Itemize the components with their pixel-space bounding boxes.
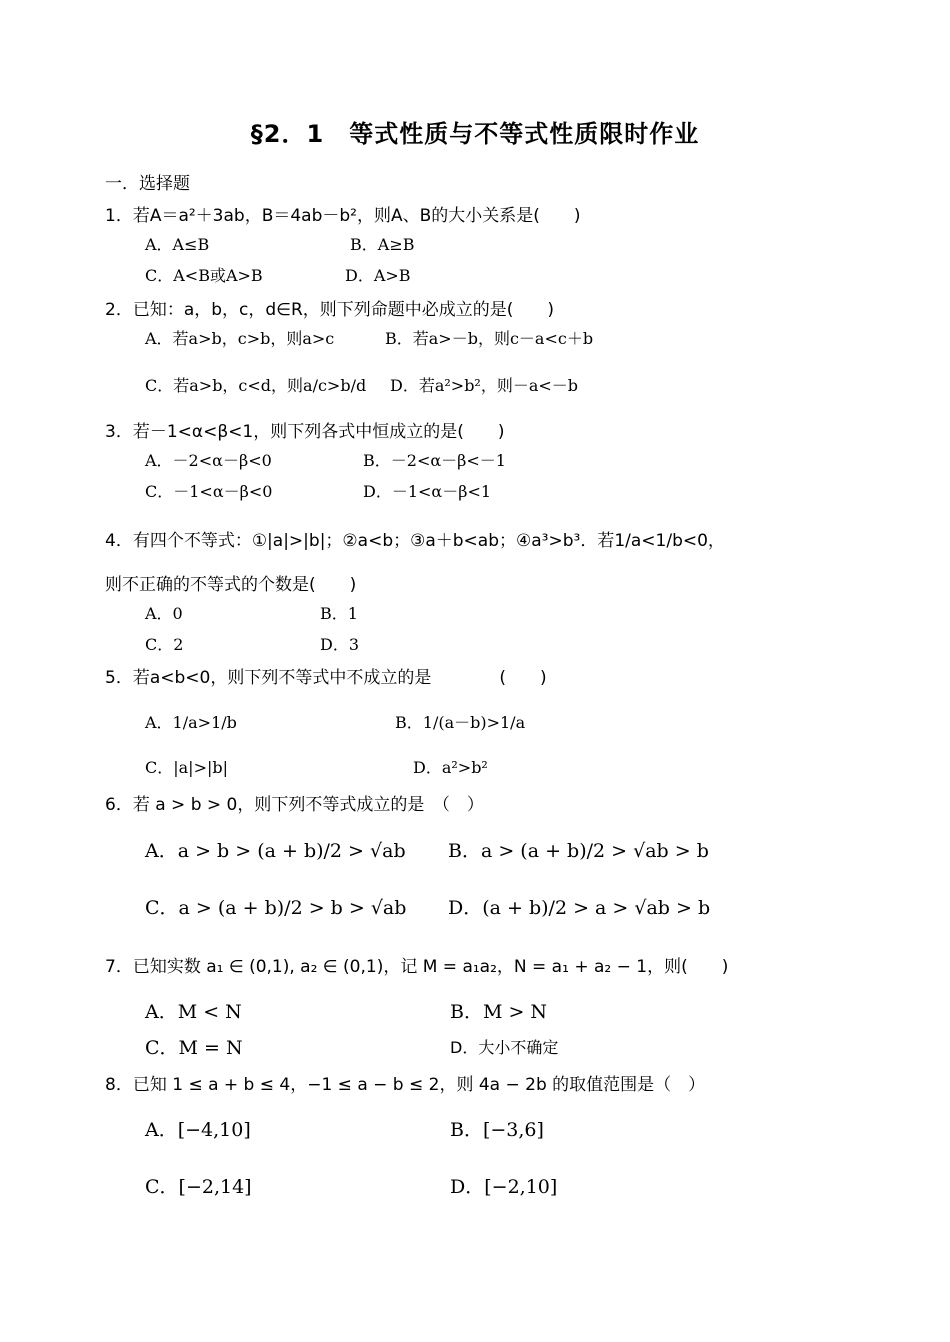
question-8-option-a: A．[−4,10] <box>145 1119 251 1141</box>
question-3-option-c: C．－1<α－β<0 <box>145 482 273 501</box>
question-8-option-d: D．[−2,10] <box>450 1176 558 1198</box>
question-3-stem: 3．若－1<α<β<1，则下列各式中恒成立的是( ) <box>105 422 505 442</box>
question-2-option-b: B．若a>－b，则c－a<c＋b <box>385 329 594 348</box>
question-4-option-a: A．0 <box>145 604 183 623</box>
question-2-option-c: C．若a>b，c<d，则a/c>b/d <box>145 376 367 395</box>
question-1-option-b: B．A≥B <box>350 235 415 254</box>
question-5-stem: 5．若a<b<0，则下列不等式中不成立的是 ( ) <box>105 668 547 688</box>
question-1-option-d: D．A>B <box>345 266 411 285</box>
question-5-option-b: B．1/(a－b)>1/a <box>395 713 526 732</box>
question-7-option-c: C．M = N <box>145 1037 243 1059</box>
question-6-option-c: C．a > (a + b)/2 > b > √ab <box>145 897 407 919</box>
question-8-option-c: C．[−2,14] <box>145 1176 252 1198</box>
question-2-option-a: A．若a>b，c>b，则a>c <box>145 329 335 348</box>
question-7-option-a: A．M < N <box>145 1001 242 1023</box>
question-2-stem: 2．已知：a，b，c，d∈R，则下列命题中必成立的是( ) <box>105 300 555 320</box>
question-7-option-d: D．大小不确定 <box>450 1038 559 1057</box>
question-5-option-d: D．a²>b² <box>413 758 488 777</box>
question-7-option-b: B．M > N <box>450 1001 548 1023</box>
question-1-option-c: C．A<B或A>B <box>145 266 263 285</box>
question-4-stem: 4．有四个不等式：①|a|>|b|；②a<b；③a＋b<ab；④a³>b³．若1/a<1/b<0， <box>105 531 725 551</box>
question-6-stem: 6．若 a > b > 0，则下列不等式成立的是 （ ） <box>105 795 484 815</box>
question-4-stem-continued: 则不正确的不等式的个数是( ) <box>105 575 357 595</box>
page-title: §2．1 等式性质与不等式性质限时作业 <box>250 120 700 148</box>
question-6-option-b: B．a > (a + b)/2 > √ab > b <box>448 840 709 862</box>
question-2-option-d: D．若a²>b²，则－a<－b <box>390 376 579 395</box>
question-3-option-b: B．－2<α－β<－1 <box>363 451 506 470</box>
question-7-stem: 7．已知实数 a₁ ∈ (0,1), a₂ ∈ (0,1)，记 M = a₁a₂，N = a₁ + a₂ − 1，则( ) <box>105 957 729 977</box>
question-4-option-b: B．1 <box>320 604 358 623</box>
question-3-option-a: A．－2<α－β<0 <box>145 451 272 470</box>
question-8-stem: 8．已知 1 ≤ a + b ≤ 4，−1 ≤ a − b ≤ 2，则 4a − 2b 的取值范围是（ ） <box>105 1075 706 1095</box>
section-heading: 一．选择题 <box>105 174 190 194</box>
question-6-option-a: A．a > b > (a + b)/2 > √ab <box>145 840 406 862</box>
question-1-stem: 1．若A＝a²＋3ab，B＝4ab－b²，则A、B的大小关系是( ) <box>105 206 581 226</box>
question-6-option-d: D．(a + b)/2 > a > √ab > b <box>448 897 711 919</box>
question-5-option-c: C．|a|>|b| <box>145 758 228 777</box>
question-3-option-d: D．－1<α－β<1 <box>363 482 492 501</box>
question-4-option-d: D．3 <box>320 635 360 654</box>
question-5-option-a: A．1/a>1/b <box>145 713 237 732</box>
question-4-option-c: C．2 <box>145 635 184 654</box>
question-1-option-a: A．A≤B <box>145 235 210 254</box>
question-8-option-b: B．[−3,6] <box>450 1119 544 1141</box>
